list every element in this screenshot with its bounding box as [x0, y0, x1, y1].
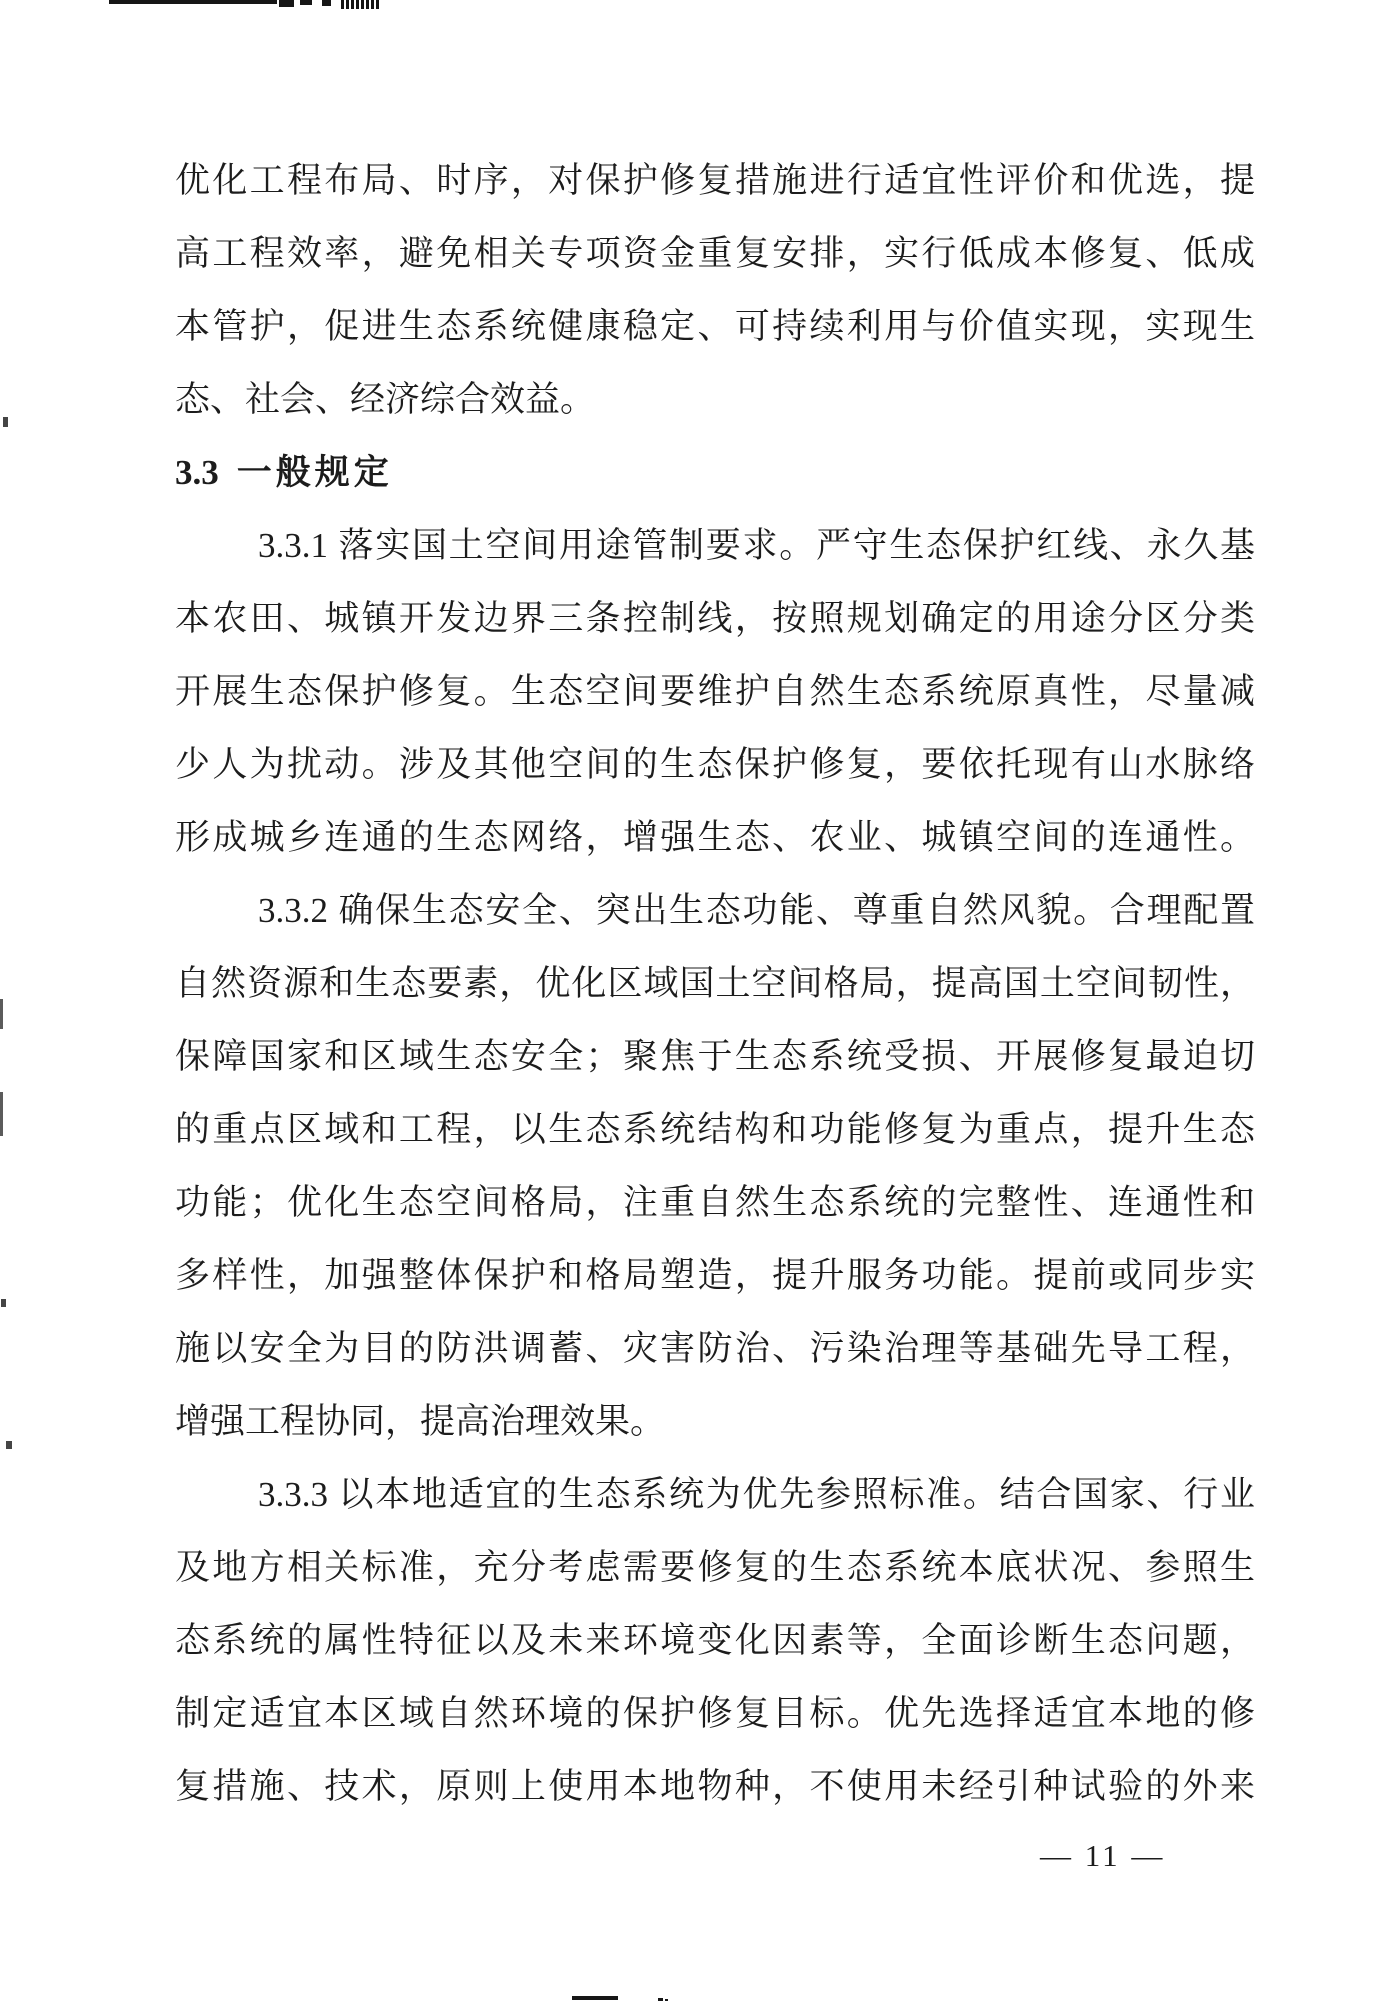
text-line: 3.3.1 落实国土空间用途管制要求。严守生态保护红线、永久基 [258, 526, 1255, 565]
text-line: 多样性，加强整体保护和格局塑造，提升服务功能。提前或同步实 [175, 1256, 1255, 1295]
text-line: 施以安全为目的防洪调蓄、灾害防治、污染治理等基础先导工程， [175, 1329, 1255, 1368]
scan-artifact-top-fragment [341, 0, 379, 9]
text-line: 态、社会、经济综合效益。 [175, 380, 596, 419]
para-continuation [175, 144, 1255, 436]
document-body [175, 144, 1255, 1823]
text-line: 制定适宜本区域自然环境的保护修复目标。优先选择适宜本地的修 [175, 1694, 1255, 1733]
text-line: 保障国家和区域生态安全；聚焦于生态系统受损、开展修复最迫切 [175, 1037, 1255, 1076]
text-line: 本管护，促进生态系统健康稳定、可持续利用与价值实现，实现生 [175, 307, 1255, 346]
para-3-3-3 [175, 1458, 1255, 1823]
text-line: 的重点区域和工程，以生态系统结构和功能修复为重点，提升生态 [175, 1110, 1255, 1149]
scan-artifact-left-speck [3, 417, 8, 427]
scan-artifact-bottom-dot [658, 1998, 663, 2001]
para-3-3-1 [175, 509, 1255, 874]
scan-artifact-bottom-dot [665, 1999, 668, 2001]
scan-artifact-top-line [109, 0, 277, 4]
text-line: 复措施、技术，原则上使用本地物种，不使用未经引种试验的外来 [175, 1767, 1255, 1806]
scan-artifact-top-fragment [322, 0, 331, 6]
text-line: 态系统的属性特征以及未来环境变化因素等，全面诊断生态问题， [175, 1621, 1255, 1660]
text-line: 开展生态保护修复。生态空间要维护自然生态系统原真性，尽量减 [175, 672, 1255, 711]
section-title: 一般规定 [236, 453, 393, 492]
text-line: 本农田、城镇开发边界三条控制线，按照规划确定的用途分区分类 [175, 599, 1255, 638]
text-line: 高工程效率，避免相关专项资金重复安排，实行低成本修复、低成 [175, 234, 1255, 273]
section-number: 3.3 [175, 453, 219, 492]
scan-artifact-bottom-bar [572, 1996, 618, 2000]
para-3-3-2 [175, 874, 1255, 1458]
text-line: 形成城乡连通的生态网络，增强生态、农业、城镇空间的连通性。 [175, 818, 1255, 857]
scan-artifact-left-speck [0, 999, 3, 1029]
section-heading-3-3 [175, 436, 1255, 509]
text-line: 及地方相关标准，充分考虑需要修复的生态系统本底状况、参照生 [175, 1548, 1255, 1587]
text-line: 增强工程协同，提高治理效果。 [175, 1402, 666, 1441]
scan-artifact-left-speck [1, 1299, 6, 1307]
text-line: 少人为扰动。涉及其他空间的生态保护修复，要依托现有山水脉络 [175, 745, 1255, 784]
scan-artifact-left-speck [0, 1092, 3, 1136]
text-line: 功能；优化生态空间格局，注重自然生态系统的完整性、连通性和 [175, 1183, 1255, 1222]
text-line: 3.3.2 确保生态安全、突出生态功能、尊重自然风貌。合理配置 [258, 891, 1255, 930]
page-number: — 11 — [1040, 1838, 1166, 1873]
text-line: 自然资源和生态要素，优化区域国土空间格局，提高国土空间韧性， [175, 964, 1255, 1003]
section-heading-line [175, 436, 1255, 509]
text-line: 3.3.3 以本地适宜的生态系统为优先参照标准。结合国家、行业 [258, 1475, 1255, 1514]
text-line: 优化工程布局、时序，对保护修复措施进行适宜性评价和优选，提 [175, 161, 1255, 200]
scan-artifact-top-fragment [300, 0, 312, 5]
scan-artifact-left-speck [6, 1441, 12, 1449]
scan-artifact-top-fragment [279, 0, 294, 7]
